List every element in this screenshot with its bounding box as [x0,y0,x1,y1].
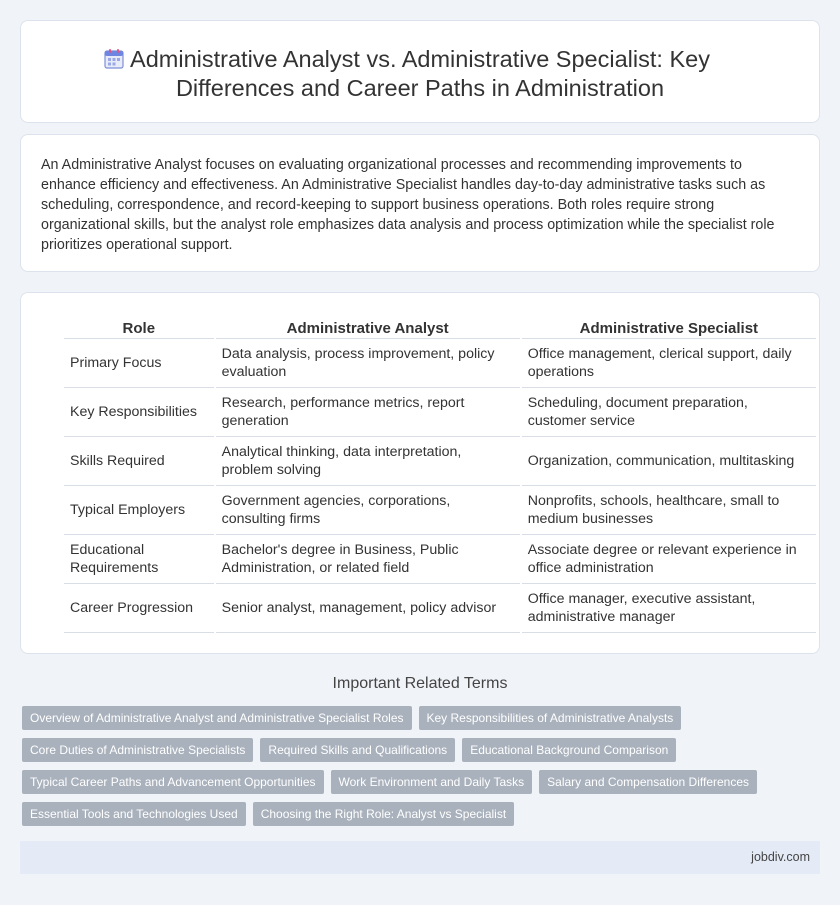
related-term-link[interactable]: Educational Background Comparison [462,738,676,762]
analyst-cell: Analytical thinking, data interpretation, problem solving [216,437,520,486]
row-label: Skills Required [64,437,214,486]
footer-site-link[interactable]: jobdiv.com [751,850,810,864]
specialist-cell: Nonprofits, schools, healthcare, small to medium businesses [522,486,816,535]
related-terms-list [22,706,802,834]
related-term-link[interactable]: Required Skills and Qualifications [260,738,455,762]
specialist-cell: Office manager, executive assistant, administrative manager [522,584,816,633]
column-header-specialist: Administrative Specialist [522,317,816,339]
title-card [20,20,820,123]
tag-row [22,802,802,826]
related-term-link[interactable]: Choosing the Right Role: Analyst vs Specialist [253,802,514,826]
tag-row [22,738,802,762]
specialist-cell: Office management, clerical support, daily operations [522,339,816,388]
comparison-card [20,292,820,654]
table-header-row [64,317,816,339]
row-label: Primary Focus [64,339,214,388]
page-title [21,45,819,103]
analyst-cell: Bachelor's degree in Business, Public Administration, or related field [216,535,520,584]
specialist-cell: Scheduling, document preparation, customer service [522,388,816,437]
related-term-link[interactable]: Key Responsibilities of Administrative Analysts [419,706,682,730]
column-header-analyst: Administrative Analyst [216,317,520,339]
table-row [64,584,816,633]
specialist-cell: Organization, communication, multitasking [522,437,816,486]
related-term-link[interactable]: Work Environment and Daily Tasks [331,770,533,794]
row-label: Key Responsibilities [64,388,214,437]
comparison-table [62,317,818,633]
related-term-link[interactable]: Overview of Administrative Analyst and Administrative Specialist Roles [22,706,412,730]
table-row [64,486,816,535]
specialist-cell: Associate degree or relevant experience in office administration [522,535,816,584]
analyst-cell: Data analysis, process improvement, policy evaluation [216,339,520,388]
table-row [64,388,816,437]
row-label: Educational Requirements [64,535,214,584]
intro-card [20,134,820,272]
related-term-link[interactable]: Typical Career Paths and Advancement Opportunities [22,770,324,794]
tag-row [22,706,802,730]
tag-row [22,770,802,794]
row-label: Typical Employers [64,486,214,535]
analyst-cell: Government agencies, corporations, consulting firms [216,486,520,535]
analyst-cell: Research, performance metrics, report generation [216,388,520,437]
table-row [64,535,816,584]
page-title-line-1: Administrative Analyst vs. Administrative Specialist: Key [130,46,710,72]
related-term-link[interactable]: Core Duties of Administrative Specialists [22,738,253,762]
analyst-cell: Senior analyst, management, policy advisor [216,584,520,633]
footer [20,841,820,874]
intro-paragraph: An Administrative Analyst focuses on evaluating organizational processes and recommending improvements to enhance efficiency and effectiveness. An Administrative Specialist handles day-to-day administrative tasks such as scheduling, correspondence, and record-keeping to support business operations. Both roles require strong organizational skills, but the analyst role emphasizes data analysis and process optimization while the specialist role prioritizes operational support. [41,157,775,253]
table-row [64,339,816,388]
row-label: Career Progression [64,584,214,633]
related-term-link[interactable]: Essential Tools and Technologies Used [22,802,246,826]
table-row [64,437,816,486]
page-title-line-2: Differences and Career Paths in Administration [175,75,665,101]
column-header-role: Role [64,317,214,339]
related-terms-title: Important Related Terms [332,675,508,692]
related-term-link[interactable]: Salary and Compensation Differences [539,770,757,794]
